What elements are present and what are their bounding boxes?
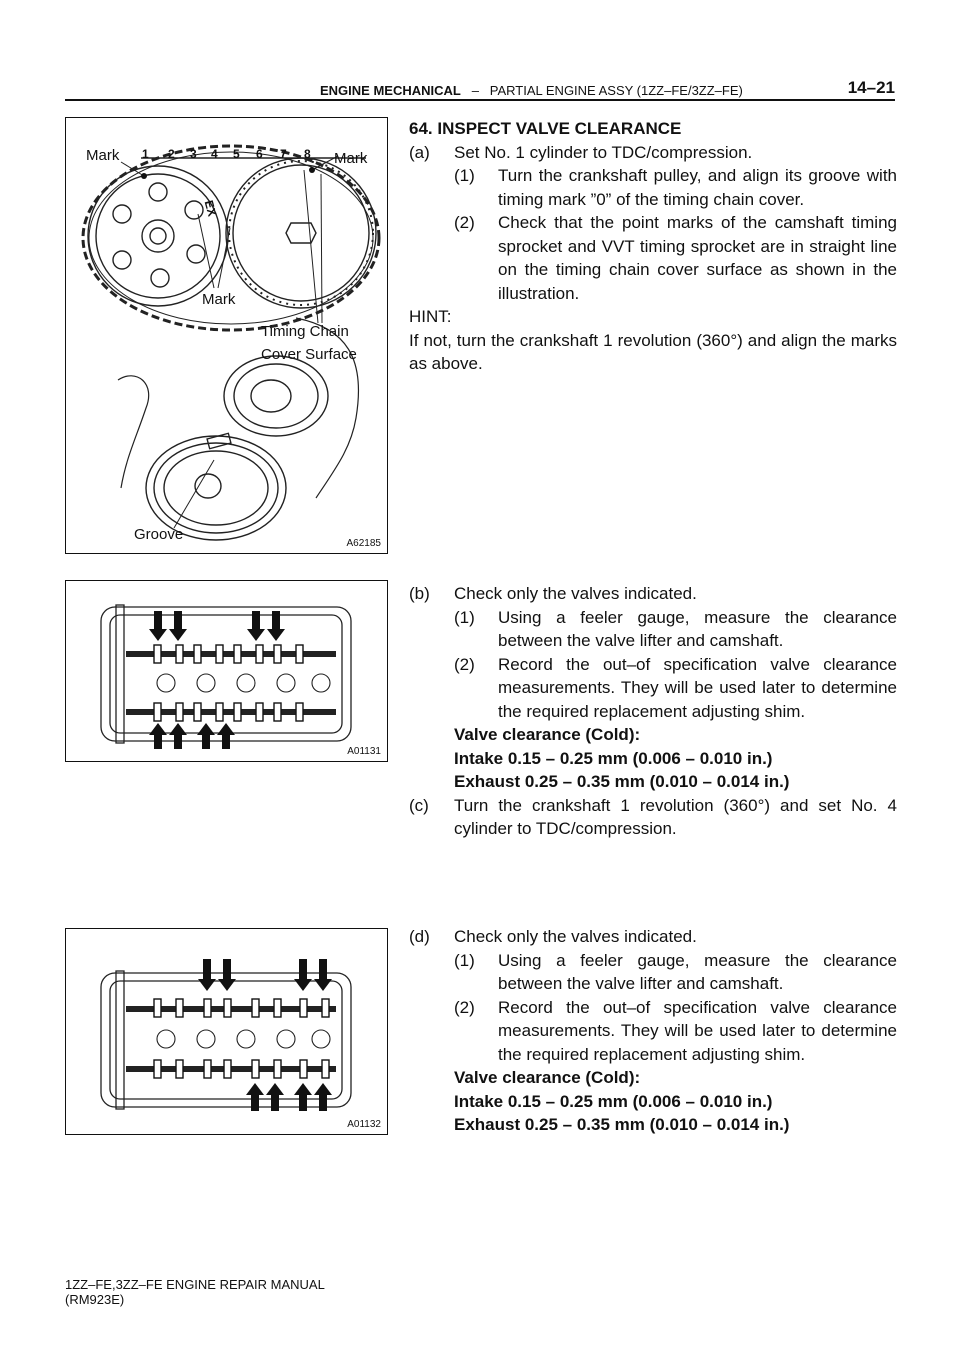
- step-64a2-marker: (2): [454, 213, 475, 232]
- label-cover-surface: Cover Surface: [261, 346, 357, 363]
- page-footer: [65, 1277, 325, 1307]
- step-64a: [409, 141, 897, 165]
- step-b2-text: Record the out–of specification valve clearance measurements. They will be used later to determine the required replacement adjusting shim.: [498, 654, 897, 721]
- figure-code: A62185: [346, 538, 381, 549]
- page-number: 14–21: [847, 78, 895, 97]
- step-d2: [409, 996, 897, 1067]
- step-b: [409, 582, 897, 606]
- footer-manual-code: (RM923E): [65, 1292, 125, 1307]
- cylinder-head-illustration-1: [66, 581, 387, 761]
- step-d2-text: Record the out–of specification valve clearance measurements. They will be used later to determine the required replacement adjusting shim.: [498, 997, 897, 1064]
- step-d: [409, 925, 897, 949]
- link-number-8: 8: [304, 147, 311, 161]
- step-d-block: [409, 925, 897, 1137]
- step-c-text: Turn the crankshaft 1 revolution (360°) and set No. 4 cylinder to TDC/compression.: [454, 795, 897, 838]
- page-header: [65, 80, 895, 102]
- figure-code: A01132: [347, 1119, 381, 1130]
- step-b1: [409, 606, 897, 653]
- spec-intake-b: Intake 0.15 – 0.25 mm (0.006 – 0.010 in.): [454, 748, 773, 768]
- step-d-text: Check only the valves indicated.: [454, 927, 697, 946]
- step-b1-text: Using a feeler gauge, measure the clearance between the valve lifter and camshaft.: [498, 607, 897, 650]
- step-64-title: 64. INSPECT VALVE CLEARANCE: [409, 119, 682, 138]
- step-64a-text: Set No. 1 cylinder to TDC/compression.: [454, 142, 753, 162]
- step-d1-text: Using a feeler gauge, measure the clearance between the valve lifter and camshaft.: [498, 950, 897, 993]
- step-c: [409, 794, 897, 841]
- step-64a1-text: Turn the crankshaft pulley, and align its groove with timing mark ”0” of the timing chain cover.: [498, 166, 897, 209]
- hint-text: If not, turn the crankshaft 1 revolution (360°) and align the marks as above.: [409, 330, 897, 373]
- label-mark-center: Mark: [202, 291, 236, 308]
- spec-title-d: Valve clearance (Cold):: [454, 1068, 641, 1087]
- figure-timing-marks: [65, 117, 388, 554]
- step-d2-marker: (2): [454, 997, 475, 1017]
- spec-exhaust-b: Exhaust 0.25 – 0.35 mm (0.010 – 0.014 in.): [454, 772, 790, 791]
- cylinder-head-illustration-2: [66, 929, 387, 1134]
- step-c-marker: (c): [409, 795, 429, 815]
- step-b1-marker: (1): [454, 607, 475, 627]
- step-b-block: [409, 582, 897, 841]
- link-number-2: 2: [168, 147, 175, 161]
- step-b2: [409, 653, 897, 724]
- label-mark-left: Mark: [86, 147, 120, 164]
- figure-valves-cyl1: [65, 580, 388, 762]
- step-64a2-text: Check that the point marks of the camshaft timing sprocket and VVT timing sprocket are in straight line on the timing chain cover surface as shown in the illustration.: [498, 213, 897, 303]
- header-section: ENGINE MECHANICAL: [320, 83, 461, 98]
- step-d-marker: (d): [409, 927, 430, 946]
- link-number-7: 7: [280, 147, 287, 161]
- step-64a1: [409, 164, 897, 211]
- link-number-6: 6: [256, 147, 263, 161]
- step-64a2: [409, 211, 897, 305]
- step-d1: [409, 949, 897, 996]
- label-mark-right: Mark: [334, 150, 368, 167]
- label-groove: Groove: [134, 526, 184, 543]
- spec-intake-d: Intake 0.15 – 0.25 mm (0.006 – 0.010 in.): [454, 1091, 773, 1111]
- link-number-4: 4: [211, 147, 218, 161]
- link-number-5: 5: [233, 147, 240, 161]
- hint-label: HINT:: [409, 307, 452, 326]
- label-ex: EX: [201, 198, 220, 218]
- figure-valves-cyl4: [65, 928, 388, 1135]
- step-64-block: [409, 117, 897, 376]
- step-b-marker: (b): [409, 584, 430, 603]
- header-rule: [65, 99, 895, 101]
- spec-title-b: Valve clearance (Cold):: [454, 725, 641, 744]
- header-separator: –: [471, 83, 479, 98]
- header-subsection: PARTIAL ENGINE ASSY (1ZZ–FE/3ZZ–FE): [489, 83, 743, 98]
- spec-exhaust-d: Exhaust 0.25 – 0.35 mm (0.010 – 0.014 in.): [454, 1115, 790, 1134]
- link-number-3: 3: [190, 147, 197, 161]
- step-64a-marker: (a): [409, 142, 430, 162]
- footer-manual-title: 1ZZ–FE,3ZZ–FE ENGINE REPAIR MANUAL: [65, 1277, 325, 1292]
- link-number-1: 1: [142, 147, 149, 161]
- header-title: [320, 83, 743, 98]
- label-timing-chain: Timing Chain: [261, 323, 349, 340]
- step-d1-marker: (1): [454, 950, 475, 970]
- step-b2-marker: (2): [454, 654, 475, 674]
- figure-code: A01131: [347, 746, 381, 757]
- step-64a1-marker: (1): [454, 166, 475, 185]
- step-b-text: Check only the valves indicated.: [454, 584, 697, 603]
